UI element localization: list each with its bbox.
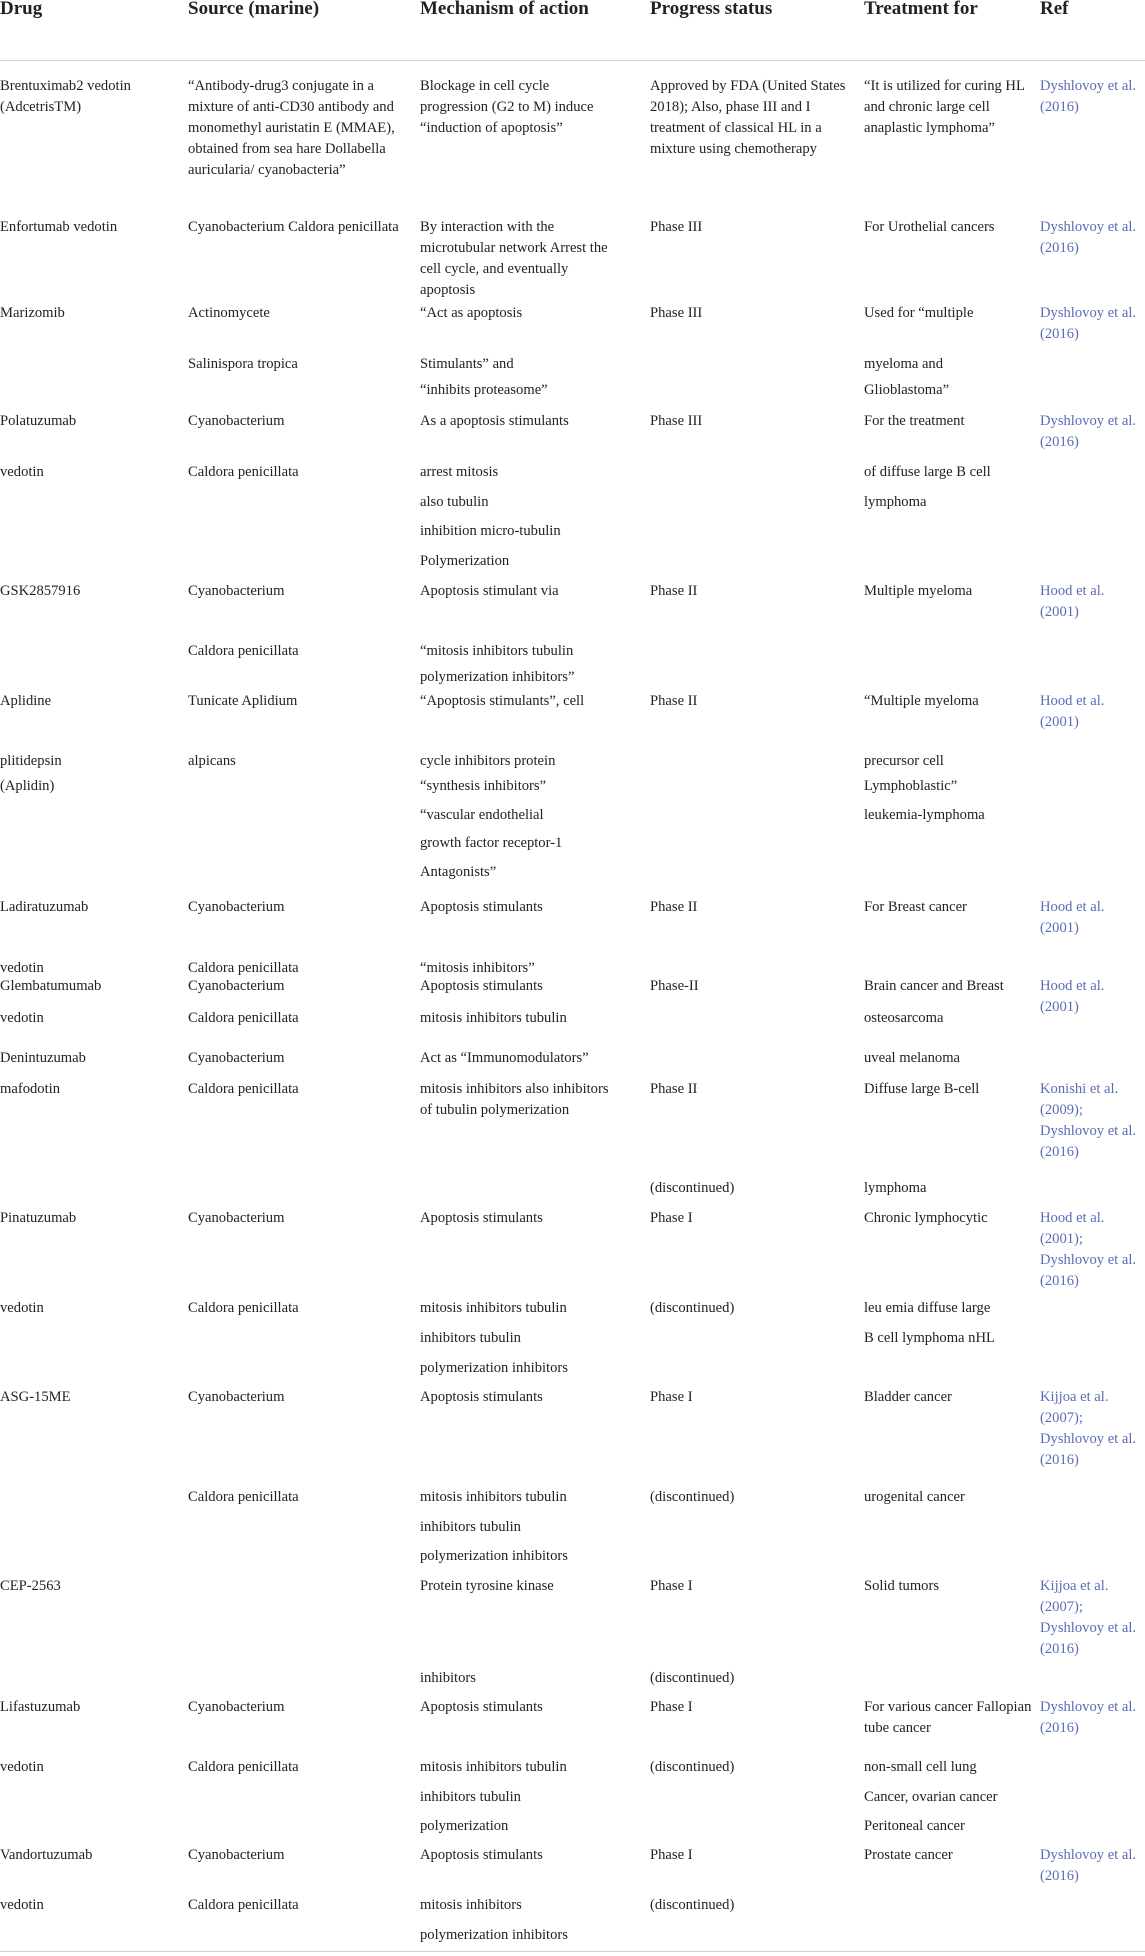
mechanism-cell: Antagonists” <box>420 864 497 880</box>
progress-status-cell: (discontinued) <box>650 1180 735 1196</box>
ref-link[interactable]: Kijjoa et al. (2007); Dyshlovoy et al. (2016) <box>1040 1578 1137 1657</box>
mechanism-cell: mitosis inhibitors tubulin <box>420 1489 567 1505</box>
ref-link[interactable]: Konishi et al. (2009); Dyshlovoy et al. (2016) <box>1040 1081 1137 1160</box>
mechanism-cell: arrest mitosis <box>420 464 499 480</box>
drug-cell: vedotin <box>0 1300 44 1316</box>
mechanism-cell: mitosis inhibitors tubulin <box>420 1759 567 1775</box>
drug-cell: mafodotin <box>0 1081 60 1097</box>
treatment-cell: precursor cell <box>864 753 944 769</box>
drug-cell: Enfortumab vedotin <box>0 219 118 235</box>
treatment-cell: For the treatment <box>864 413 965 429</box>
ref-link[interactable]: Dyshlovoy et al. (2016) <box>1040 1699 1137 1736</box>
mechanism-cell: “mitosis inhibitors tubulin <box>420 643 574 659</box>
treatment-cell: “It is utilized for curing HL and chronic large cell anaplastic lymphoma” <box>864 78 1025 136</box>
mechanism-cell: Polymerization <box>420 553 510 569</box>
drug-cell: Denintuzumab <box>0 1050 86 1066</box>
treatment-cell: For Urothelial cancers <box>864 219 995 235</box>
drug-cell: vedotin <box>0 1897 44 1913</box>
mechanism-cell: “Apoptosis stimulants”, cell <box>420 693 585 709</box>
progress-status-cell: Phase II <box>650 1081 698 1097</box>
treatment-cell: lymphoma <box>864 494 927 510</box>
ref-link[interactable]: Hood et al. (2001) <box>1040 899 1105 936</box>
drug-cell: (Aplidin) <box>0 778 55 794</box>
ref-link[interactable]: Hood et al. (2001) <box>1040 978 1105 1015</box>
treatment-cell: osteosarcoma <box>864 1010 944 1026</box>
treatment-cell: Bladder cancer <box>864 1389 952 1405</box>
source-cell: Salinispora tropica <box>188 356 298 372</box>
source-cell: “Antibody-drug3 conjugate in a mixture of anti-CD30 antibody and monomethyl auristatin E (MMAE), obtained from sea hare Dollabella auricularia/ cyanobacteria” <box>188 78 395 178</box>
mechanism-cell: Apoptosis stimulant via <box>420 583 559 599</box>
mechanism-cell: “vascular endothelial <box>420 807 544 823</box>
treatment-cell: B cell lymphoma nHL <box>864 1330 995 1346</box>
mechanism-cell: mitosis inhibitors <box>420 1897 522 1913</box>
treatment-cell: urogenital cancer <box>864 1489 965 1505</box>
treatment-cell: of diffuse large B cell <box>864 464 991 480</box>
drug-cell: plitidepsin <box>0 753 62 769</box>
progress-status-cell: Phase II <box>650 693 698 709</box>
source-cell: Caldora penicillata <box>188 960 299 976</box>
drug-cell: Vandortuzumab <box>0 1847 93 1863</box>
source-cell: alpicans <box>188 753 236 769</box>
source-cell: Cyanobacterium <box>188 1847 285 1863</box>
treatment-cell: Peritoneal cancer <box>864 1818 965 1834</box>
treatment-cell: lymphoma <box>864 1180 927 1196</box>
header-progress-status: Progress status <box>650 0 773 19</box>
progress-status-cell: (discontinued) <box>650 1489 735 1505</box>
progress-status-cell: Phase III <box>650 305 703 321</box>
header-treatment: Treatment for <box>864 0 978 19</box>
drug-cell: Glembatumumab <box>0 978 102 994</box>
source-cell: Cyanobacterium <box>188 583 285 599</box>
source-cell: Caldora penicillata <box>188 1081 299 1097</box>
progress-status-cell: Phase II <box>650 583 698 599</box>
progress-status-cell: (discontinued) <box>650 1897 735 1913</box>
drug-cell: vedotin <box>0 1010 44 1026</box>
mechanism-cell: polymerization inhibitors <box>420 1548 568 1564</box>
mechanism-cell: polymerization inhibitors <box>420 1927 568 1943</box>
mechanism-cell: Apoptosis stimulants <box>420 1389 543 1405</box>
treatment-cell: Chronic lymphocytic <box>864 1210 988 1226</box>
drug-cell: Pinatuzumab <box>0 1210 77 1226</box>
treatment-cell: uveal melanoma <box>864 1050 961 1066</box>
drug-cell: vedotin <box>0 960 44 976</box>
source-cell: Caldora penicillata <box>188 1489 299 1505</box>
drug-cell: vedotin <box>0 464 44 480</box>
mechanism-cell: polymerization inhibitors” <box>420 669 575 685</box>
mechanism-cell: Apoptosis stimulants <box>420 1210 543 1226</box>
source-cell: Actinomycete <box>188 305 270 321</box>
header-ref: Ref <box>1040 0 1069 19</box>
progress-status-cell: (discontinued) <box>650 1300 735 1316</box>
ref-link[interactable]: Dyshlovoy et al. (2016) <box>1040 78 1137 115</box>
source-cell: Cyanobacterium <box>188 1389 285 1405</box>
drug-cell: Aplidine <box>0 693 52 709</box>
ref-link[interactable]: Hood et al. (2001) <box>1040 693 1105 730</box>
drug-cell: Polatuzumab <box>0 413 77 429</box>
ref-link[interactable]: Hood et al. (2001); Dyshlovoy et al. (2016) <box>1040 1210 1137 1289</box>
source-cell: Caldora penicillata <box>188 1300 299 1316</box>
drug-cell: Lifastuzumab <box>0 1699 81 1715</box>
mechanism-cell: inhibition micro-tubulin <box>420 523 561 539</box>
ref-link[interactable]: Dyshlovoy et al. (2016) <box>1040 219 1137 256</box>
mechanism-cell: polymerization <box>420 1818 509 1834</box>
drug-cell: GSK2857916 <box>0 583 81 599</box>
treatment-cell: myeloma and <box>864 356 944 372</box>
drug-cell: Ladiratuzumab <box>0 899 89 915</box>
mechanism-cell: “inhibits proteasome” <box>420 382 548 398</box>
mechanism-cell: Apoptosis stimulants <box>420 1847 543 1863</box>
drug-cell: Marizomib <box>0 305 65 321</box>
progress-status-cell: Phase III <box>650 219 703 235</box>
mechanism-cell: Act as “Immunomodulators” <box>420 1050 589 1066</box>
mechanism-cell: “synthesis inhibitors” <box>420 778 547 794</box>
mechanism-cell: also tubulin <box>420 494 489 510</box>
progress-status-cell: Phase III <box>650 413 703 429</box>
source-cell: Cyanobacterium <box>188 1210 285 1226</box>
source-cell: Cyanobacterium <box>188 978 285 994</box>
drug-cell: CEP-2563 <box>0 1578 61 1594</box>
progress-status-cell: (discontinued) <box>650 1670 735 1686</box>
treatment-cell: Used for “multiple <box>864 305 974 321</box>
treatment-cell: leu emia diffuse large <box>864 1300 991 1316</box>
treatment-cell: For Breast cancer <box>864 899 967 915</box>
mechanism-cell: Stimulants” and <box>420 356 514 372</box>
table-bottom-rule <box>0 1951 1145 1952</box>
mechanism-cell: inhibitors tubulin <box>420 1519 521 1535</box>
treatment-cell: For various cancer Fallopian tube cancer <box>864 1699 1032 1736</box>
treatment-cell: “Multiple myeloma <box>864 693 979 709</box>
source-cell: Caldora penicillata <box>188 464 299 480</box>
source-cell: Cyanobacterium Caldora penicillata <box>188 219 399 235</box>
progress-status-cell: Phase II <box>650 899 698 915</box>
source-cell: Caldora penicillata <box>188 1897 299 1913</box>
header-drug: Drug <box>0 0 43 19</box>
progress-status-cell: (discontinued) <box>650 1759 735 1775</box>
drug-cell: ASG-15ME <box>0 1389 71 1405</box>
source-cell: Caldora penicillata <box>188 1010 299 1026</box>
ref-link[interactable]: Dyshlovoy et al. (2016) <box>1040 305 1137 342</box>
ref-link[interactable]: Hood et al. (2001) <box>1040 583 1105 620</box>
treatment-cell: Diffuse large B-cell <box>864 1081 980 1097</box>
mechanism-cell: mitosis inhibitors tubulin <box>420 1300 567 1316</box>
mechanism-cell: Protein tyrosine kinase <box>420 1578 554 1594</box>
source-cell: Cyanobacterium <box>188 899 285 915</box>
treatment-cell: Multiple myeloma <box>864 583 973 599</box>
mechanism-cell: As a apoptosis stimulants <box>420 413 569 429</box>
treatment-cell: Prostate cancer <box>864 1847 953 1863</box>
progress-status-cell: Phase I <box>650 1389 693 1405</box>
mechanism-cell: By interaction with the microtubular network Arrest the cell cycle, and eventually apoptosis <box>420 219 608 298</box>
treatment-cell: Solid tumors <box>864 1578 940 1594</box>
drug-cell: Brentuximab2 vedotin (AdcetrisTM) <box>0 78 131 115</box>
ref-link[interactable]: Dyshlovoy et al. (2016) <box>1040 413 1137 450</box>
drug-cell: vedotin <box>0 1759 44 1775</box>
source-cell: Cyanobacterium <box>188 1699 285 1715</box>
header-source: Source (marine) <box>188 0 320 19</box>
header-mechanism: Mechanism of action <box>420 0 589 19</box>
source-cell: Cyanobacterium <box>188 413 285 429</box>
mechanism-cell: Apoptosis stimulants <box>420 899 543 915</box>
ref-link[interactable]: Dyshlovoy et al. (2016) <box>1040 1847 1137 1884</box>
treatment-cell: Glioblastoma” <box>864 382 950 398</box>
treatment-cell: Cancer, ovarian cancer <box>864 1789 998 1805</box>
treatment-cell: leukemia-lymphoma <box>864 807 985 823</box>
mechanism-cell: “Act as apoptosis <box>420 305 523 321</box>
source-cell: Cyanobacterium <box>188 1050 285 1066</box>
treatment-cell: non-small cell lung <box>864 1759 977 1775</box>
mechanism-cell: inhibitors tubulin <box>420 1789 521 1805</box>
progress-status-cell: Phase I <box>650 1699 693 1715</box>
source-cell: Caldora penicillata <box>188 1759 299 1775</box>
mechanism-cell: mitosis inhibitors also inhibitors of tubulin polymerization <box>420 1081 609 1118</box>
progress-status-cell: Phase I <box>650 1210 693 1226</box>
source-cell: Tunicate Aplidium <box>188 693 298 709</box>
progress-status-cell: Phase-II <box>650 978 699 994</box>
progress-status-cell: Phase I <box>650 1847 693 1863</box>
mechanism-cell: polymerization inhibitors <box>420 1360 568 1376</box>
mechanism-cell: inhibitors tubulin <box>420 1330 521 1346</box>
ref-link[interactable]: Kijjoa et al. (2007); Dyshlovoy et al. (2016) <box>1040 1389 1137 1468</box>
progress-status-cell: Phase I <box>650 1578 693 1594</box>
mechanism-cell: Apoptosis stimulants <box>420 1699 543 1715</box>
mechanism-cell: Apoptosis stimulants <box>420 978 543 994</box>
mechanism-cell: cycle inhibitors protein <box>420 753 556 769</box>
treatment-cell: Brain cancer and Breast <box>864 978 1004 994</box>
mechanism-cell: inhibitors <box>420 1670 476 1686</box>
treatment-cell: Lymphoblastic” <box>864 778 958 794</box>
mechanism-cell: growth factor receptor-1 <box>420 835 563 851</box>
mechanism-cell: Blockage in cell cycle progression (G2 to M) induce “induction of apoptosis” <box>420 78 594 136</box>
mechanism-cell: mitosis inhibitors tubulin <box>420 1010 567 1026</box>
source-cell: Caldora penicillata <box>188 643 299 659</box>
mechanism-cell: “mitosis inhibitors” <box>420 960 535 976</box>
progress-status-cell: Approved by FDA (United States 2018); Also, phase III and I treatment of classical HL in a mixture using chemotherapy <box>650 78 846 157</box>
